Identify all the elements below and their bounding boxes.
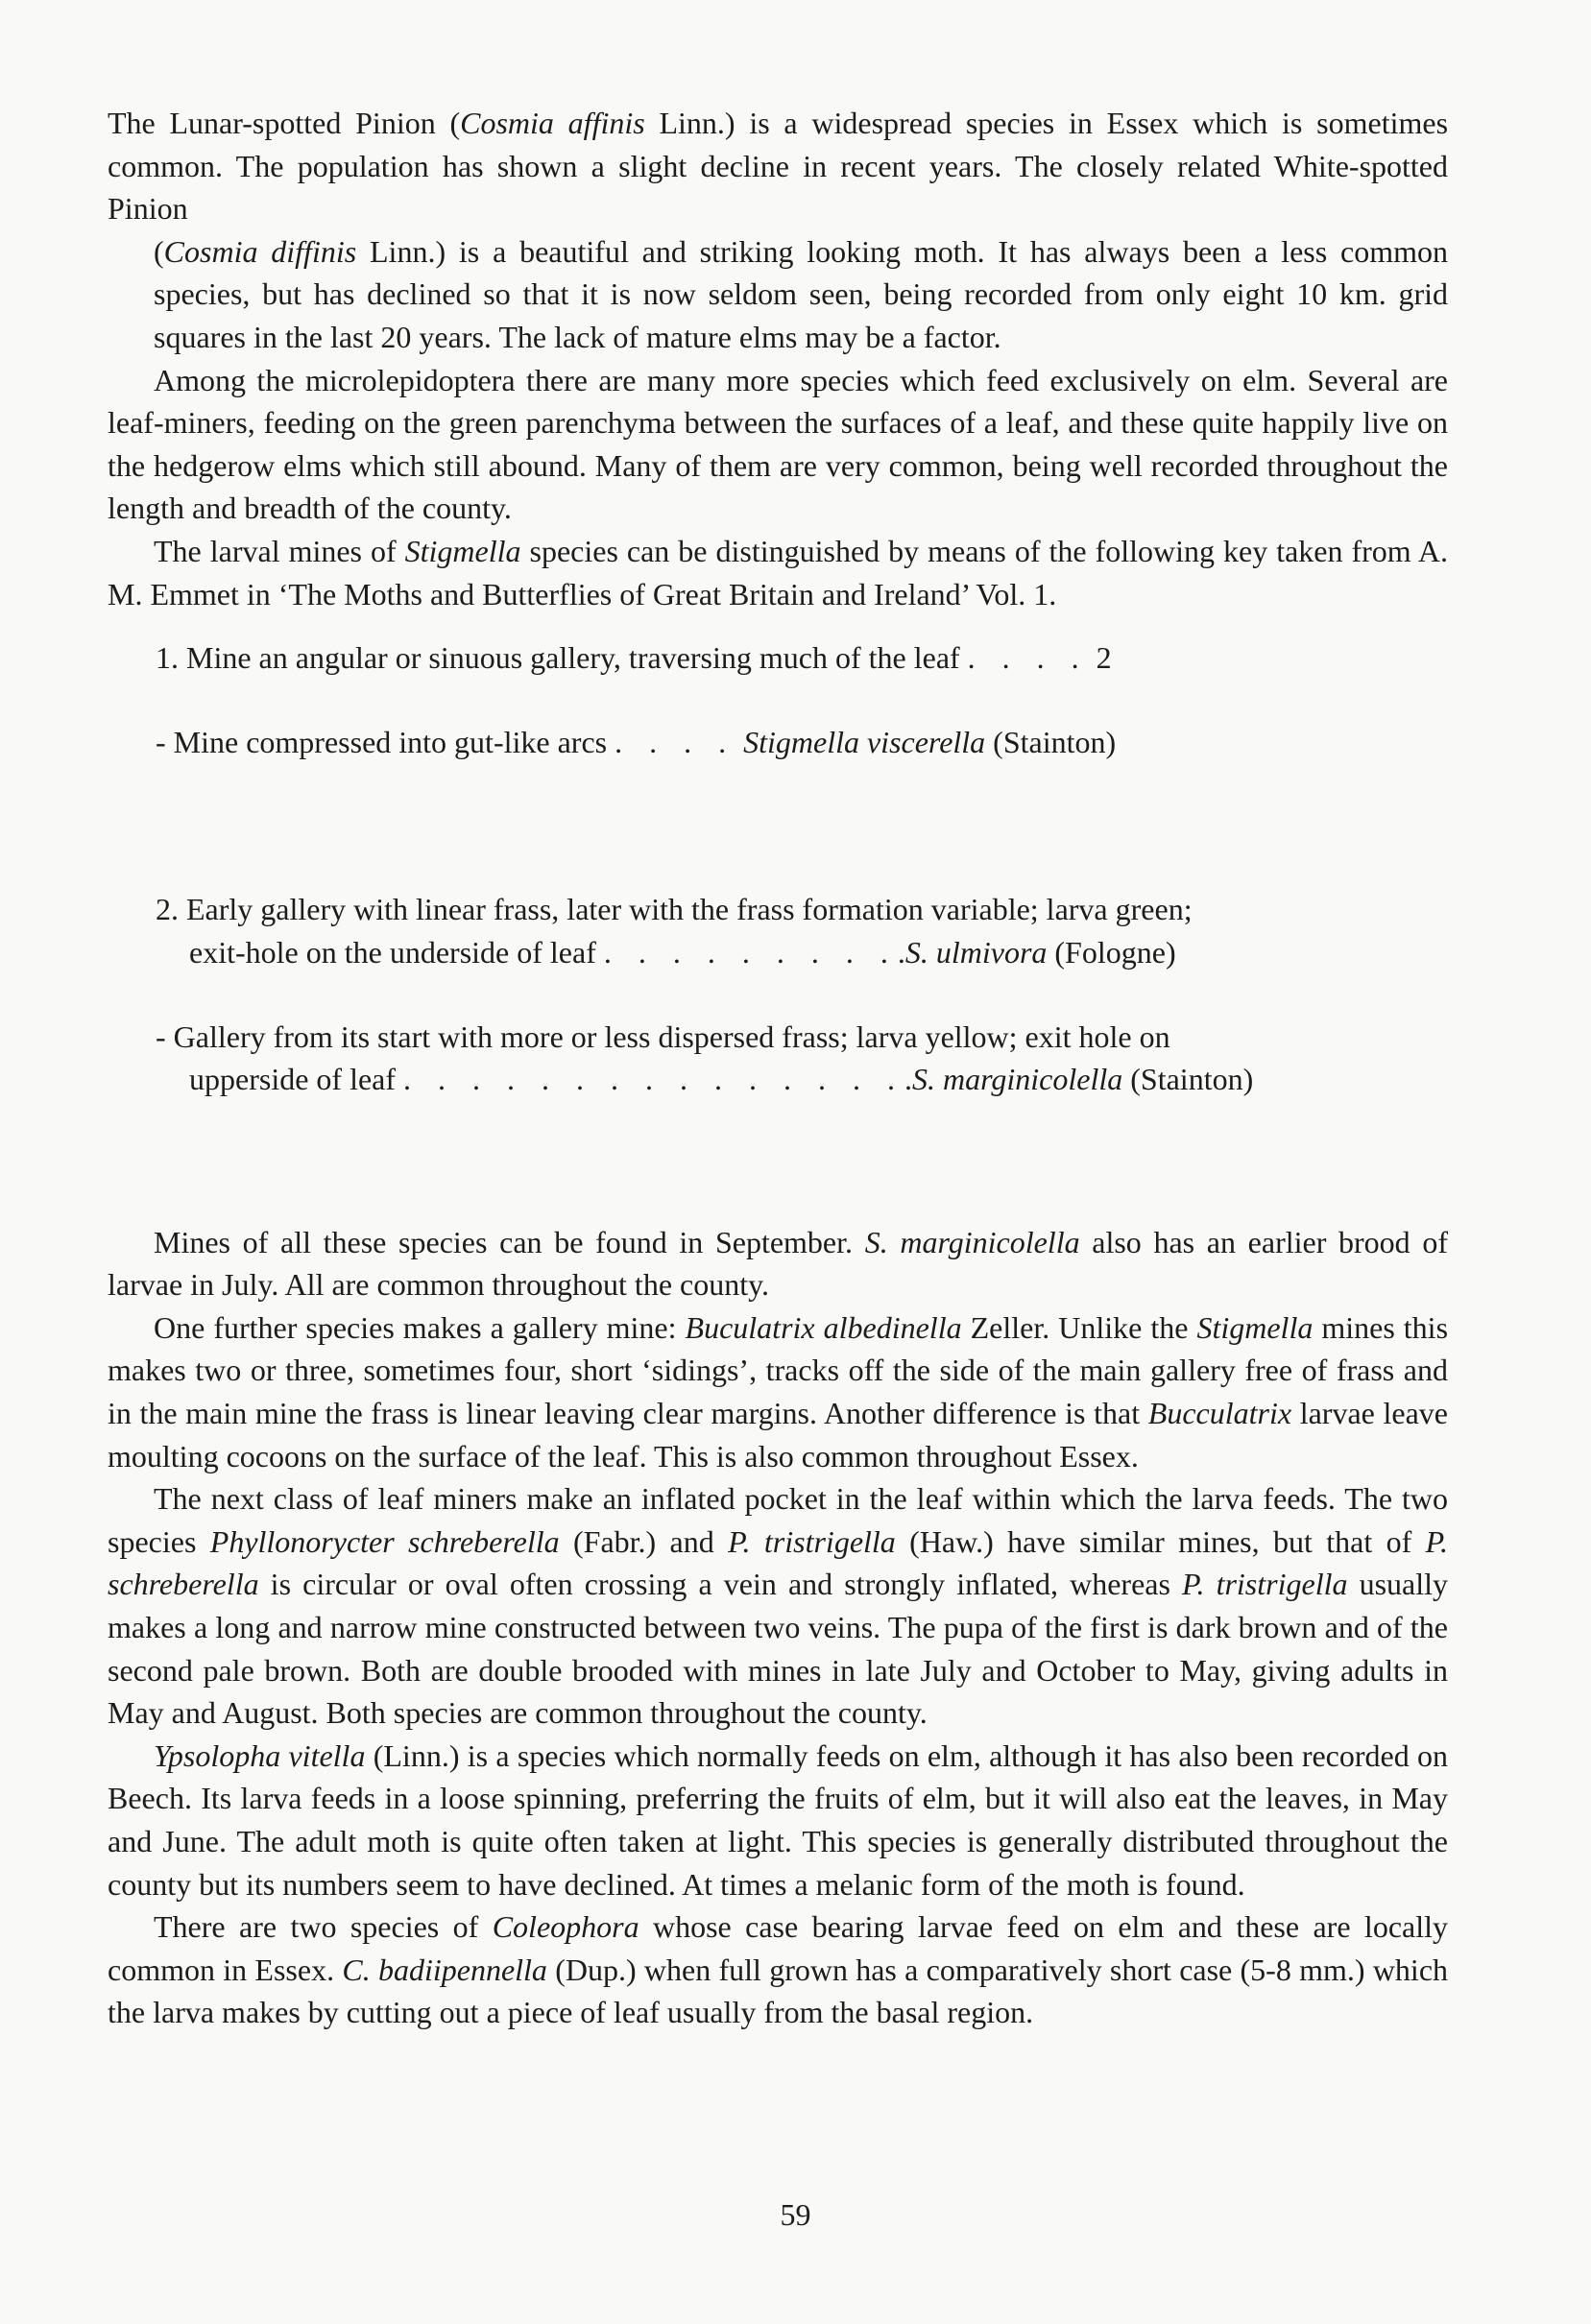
text-run: 1. Mine an angular or sinuous gallery, traversing much of the leaf: [156, 640, 968, 676]
text-run: species can be distinguished by means of the following key taken from A. M. Emmet in ‘The Moths and Butterflies of Great Britain and Ireland’ Vol. 1.: [108, 533, 1449, 611]
text-run: The larval mines of: [154, 533, 405, 568]
text-run: One further species makes a gallery mine:: [154, 1309, 686, 1345]
text-run: Linn.) is a widespread species in Essex which is sometimes common. The population has shown a slight decline in recent years. The closely related White-spotted Pinion: [108, 106, 1449, 227]
text-run: (: [154, 233, 164, 269]
paragraph-white-spotted-pinion: [108, 230, 1448, 359]
paragraph-gallery-mine: [108, 1306, 1448, 1477]
key-entry-2b-line1: [108, 1016, 1448, 1059]
key-entry-2b-line2: [108, 1058, 1448, 1101]
text-run: 2: [1088, 640, 1112, 676]
text-run: whose case bearing larvae feed on elm and these are locally common in Essex.: [108, 1909, 1449, 1987]
leader-dots: . . . . . . . . . . . . . . .: [403, 1062, 905, 1097]
leader-dots: . . . .: [615, 724, 736, 759]
species-name: S. ulmivora: [904, 934, 1048, 970]
species-name: P. schreberella: [108, 1523, 1449, 1602]
text-run: (Stainton): [1122, 1062, 1254, 1097]
species-name: S. marginicolella: [864, 1224, 1080, 1259]
species-name: P. tristrigella: [728, 1523, 896, 1559]
key-entry-1b: [108, 721, 1448, 764]
species-name: Coleophora: [492, 1909, 639, 1945]
species-name: Stigmella: [1196, 1309, 1314, 1345]
paragraph-mines-september: [108, 1221, 1448, 1306]
paragraph-lunar-spotted-pinion: [108, 102, 1448, 230]
text-run: (Stainton): [985, 724, 1117, 759]
species-name: Ypsolopha vitella: [154, 1737, 366, 1773]
text-run: 2. Early gallery with linear frass, later with the frass formation variable; larva green;: [156, 892, 1193, 927]
text-run: upperside of leaf: [189, 1062, 404, 1097]
paragraph-coleophora: [108, 1905, 1448, 2034]
text-run: also has an earlier brood of larvae in July. All are common throughout the county.: [108, 1224, 1449, 1303]
key-entry-2a-line1: [108, 888, 1448, 931]
text-run: Linn.) is a beautiful and striking looking moth. It has always been a less common species, but has declined so that it is now seldom seen, being recorded from only eight 10 km. grid squares in the last 20 years. The lack of mature elms may be a factor.: [154, 233, 1449, 354]
text-run: (Dup.) when full grown has a comparatively short case (5-8 mm.) which the larva makes by cutting out a piece of leaf usually from the basal region.: [108, 1952, 1449, 2030]
species-name: Cosmia diffinis: [163, 233, 357, 269]
species-name: Cosmia affinis: [460, 106, 645, 140]
text-run: .: [904, 1062, 913, 1097]
text-run: (Fologne): [1047, 934, 1176, 970]
text-run: (Linn.) is a species which normally feeds on elm, although it has also been recorded on Beech. Its larva feeds in a loose spinning, preferring the fruits of elm, but it will also eat the leaves, in May and June. The adult moth is quite often taken at light. This species is generally distributed throughout the county but its numbers seem to have declined. At times a melanic form of the moth is found.: [108, 1737, 1449, 1902]
text-run: exit-hole on the underside of leaf: [189, 934, 604, 970]
text-run: The next class of leaf miners make an inflated pocket in the leaf within which the larva feeds. The two species: [108, 1481, 1448, 1559]
species-name: C. badiipennella: [342, 1952, 547, 1987]
text-run: Zeller. Unlike the: [961, 1309, 1197, 1345]
species-name: S. marginicolella: [912, 1062, 1123, 1097]
species-name: Stigmella viscerella: [743, 724, 986, 759]
text-run: [735, 725, 743, 759]
species-name: Buculatrix albedinella: [685, 1309, 962, 1345]
paragraph-ypsolopha: [108, 1735, 1448, 1905]
paragraph-microlepidoptera: [108, 359, 1448, 530]
text-run: (Haw.) have similar mines, but that of: [895, 1523, 1426, 1559]
text-run: is circular or oval often crossing a vein and strongly inflated, whereas: [258, 1567, 1183, 1602]
leader-dots: . . . .: [967, 640, 1089, 676]
species-name: Phyllonorycter schreberella: [209, 1523, 560, 1559]
text-run: .: [897, 934, 905, 970]
species-name: Stigmella: [404, 533, 521, 568]
text-run: The Lunar-spotted Pinion (: [108, 106, 461, 140]
text-run: There are two species of: [154, 1909, 493, 1945]
text-run: Mines of all these species can be found in September.: [154, 1224, 865, 1259]
text-run: Among the microlepidoptera there are many more species which feed exclusively on elm. Several are leaf-miners, feeding on the green parenchyma between the surfaces of a leaf, and these quite happily live on the hedgerow elms which still abound. Many of them are very common, being well recorded throughout the length and breadth of the county.: [108, 362, 1448, 526]
species-name: Bucculatrix: [1147, 1396, 1292, 1431]
text-run: - Mine compressed into gut-like arcs: [156, 724, 615, 759]
page-number: 59: [780, 2197, 811, 2232]
paragraph-inflated-pocket: [108, 1477, 1448, 1735]
paragraph-key-intro: [108, 530, 1448, 615]
text-run: usually makes a long and narrow mine constructed between two veins. The pupa of the first is dark brown and of the second pale brown. Both are double brooded with mines in late July and October to May, giving adults in May and August. Both species are common throughout the county.: [108, 1567, 1449, 1731]
text-run: larvae leave moulting cocoons on the surface of the leaf. This is also common throughout Essex.: [108, 1396, 1449, 1473]
identification-key: [108, 636, 1448, 1101]
species-name: P. tristrigella: [1182, 1567, 1348, 1602]
key-entry-1a: [108, 636, 1448, 680]
text-run: (Fabr.) and: [559, 1523, 729, 1559]
text-run: - Gallery from its start with more or less dispersed frass; larva yellow; exit hole on: [156, 1018, 1170, 1054]
leader-dots: . . . . . . . . .: [603, 934, 898, 970]
key-entry-2a-line2: [108, 931, 1448, 974]
text-run: mines this makes two or three, sometimes four, short ‘sidings’, tracks off the side of the main gallery free of frass and in the main mine the frass is linear leaving clear margins. Another difference is that: [108, 1309, 1449, 1431]
